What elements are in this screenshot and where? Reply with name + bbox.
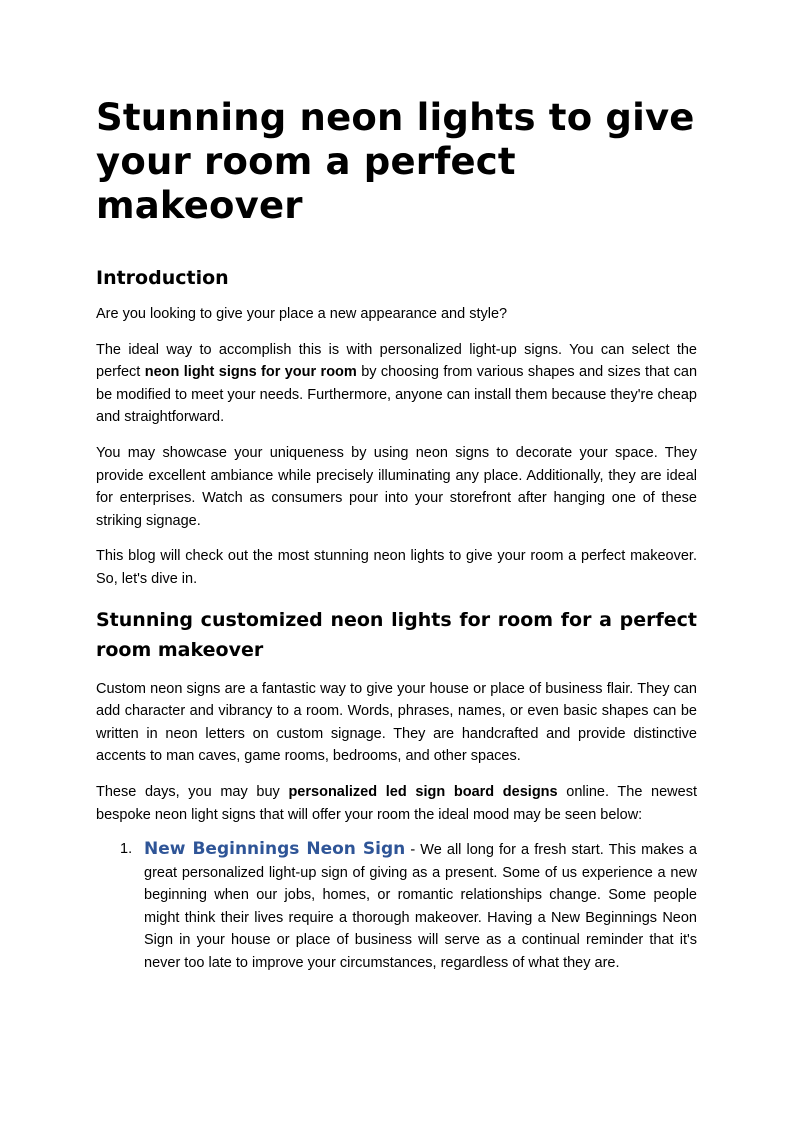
section-p2-text-b: online. The newest bespoke neon light signs that will offer your room the ideal mood may be seen below:	[96, 783, 697, 823]
section-paragraph-2	[96, 781, 697, 826]
intro-p2-text-b: by choosing from various shapes and sizes that can be modified to meet your needs. Furthermore, anyone can install them because they're cheap and straightforward.	[96, 364, 698, 426]
intro-p2-text-a: The ideal way to accomplish this is with personalized light-up signs. You can select the perfect	[96, 341, 697, 381]
led-sign-board-link[interactable]: personalized led sign board designs	[288, 783, 558, 800]
intro-paragraph-3: You may showcase your uniqueness by using neon signs to decorate your space. They provide excellent ambiance while precisely illuminating any place. Additionally, they are ideal for enterprises. Watch as consumers pour into your storefront after hanging one of these striking signage.	[96, 444, 697, 529]
intro-paragraph-2	[96, 339, 697, 429]
intro-paragraph-1: Are you looking to give your place a new appearance and style?	[96, 306, 508, 322]
list-item	[96, 838, 697, 975]
section-p2-text-a: These days, you may buy	[96, 783, 289, 800]
neon-light-signs-link[interactable]: neon light signs for your room	[144, 364, 357, 381]
intro-paragraph-4: This blog will check out the most stunning neon lights to give your room a perfect makeover. So, let's dive in.	[96, 548, 697, 587]
section-paragraph-1: Custom neon signs are a fantastic way to give your house or place of business flair. They can add character and vibrancy to a room. Words, phrases, names, or even basic shapes can be written in neon letters on custom signage. They are handcrafted and provide distinctive accents to man caves, game rooms, bedrooms, and other spaces.	[96, 680, 697, 765]
page-title: Stunning neon lights to give your room a perfect makeover	[96, 96, 695, 227]
intro-heading: Introduction	[96, 267, 229, 289]
list-item-text: - We all long for a fresh start. This makes a great personalized light-up sign of giving as a present. Some of us experience a new beginning when our jobs, homes, or romantic relationships change. Some people might think their lives require a thorough makeover. Having a New Beginnings Neon Sign in your house or place of business will serve as a continual reminder that it's never too late to improve your circumstances, regardless of what they are.	[144, 842, 698, 972]
section-heading: Stunning customized neon lights for room for a perfect room makeover	[96, 608, 697, 661]
neon-sign-list	[96, 838, 697, 975]
document-page	[96, 96, 697, 975]
list-item-number: 1.	[120, 841, 133, 858]
new-beginnings-link[interactable]: New Beginnings Neon Sign	[144, 839, 406, 860]
